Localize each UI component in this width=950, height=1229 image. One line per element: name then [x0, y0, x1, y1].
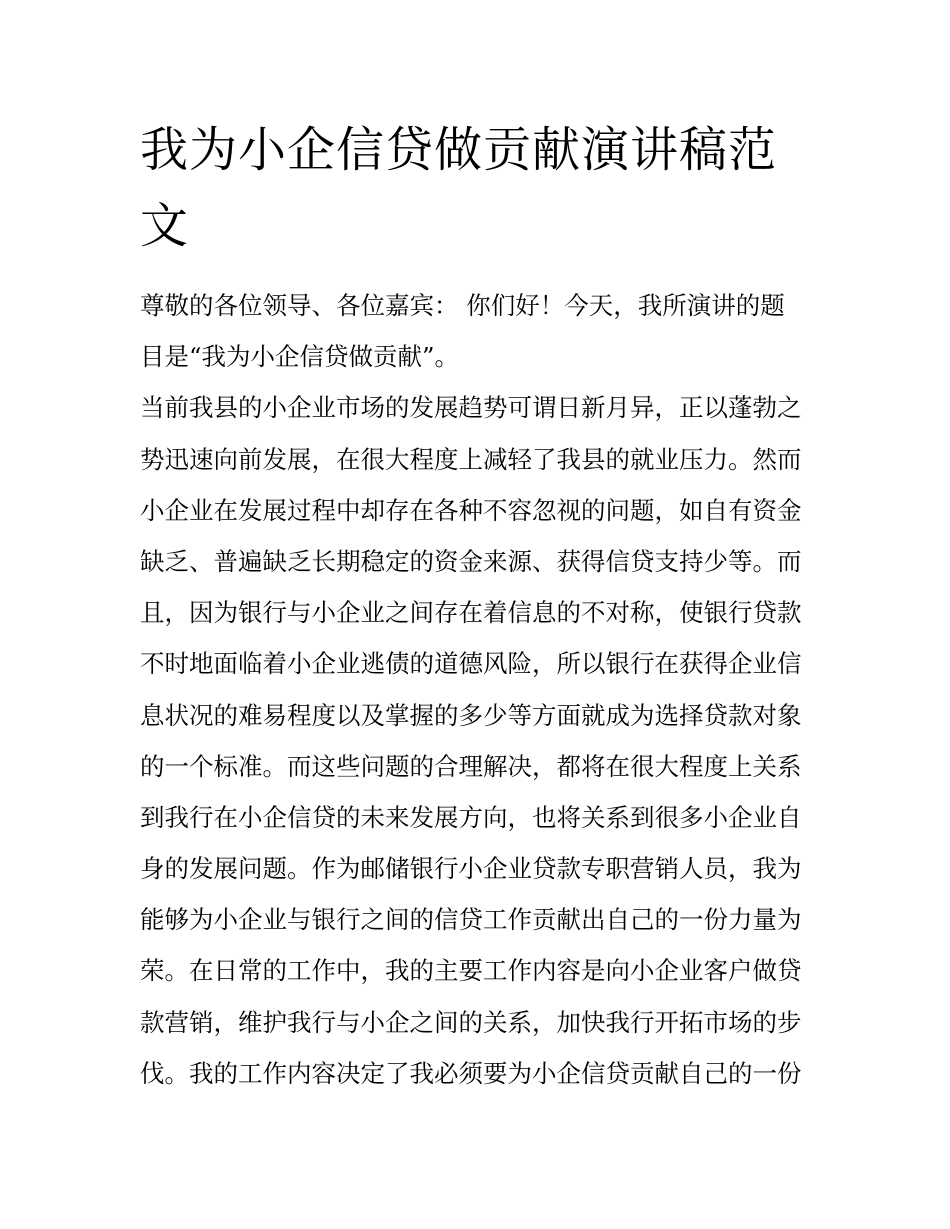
- text-line: 小企业在发展过程中却存在各种不容忽视的问题，如自有资金: [140, 495, 802, 525]
- text-line: 当前我县的小企业市场的发展趋势可谓日新月异，正以蓬勃之: [140, 393, 802, 423]
- paragraph-main: [140, 382, 820, 1099]
- text-line: 息状况的难易程度以及掌握的多少等方面就成为选择贷款对象: [140, 700, 802, 730]
- text-line: 目是“我为小企信贷做贡献”。: [140, 342, 460, 372]
- text-line: 能够为小企业与银行之间的信贷工作贡献出自己的一份力量为: [140, 905, 802, 935]
- text-line: 伐。我的工作内容决定了我必须要为小企信贷贡献自己的一份: [140, 1058, 802, 1088]
- text-line: 身的发展问题。作为邮储银行小企业贷款专职营销人员，我为: [140, 854, 802, 884]
- text-line: 到我行在小企信贷的未来发展方向，也将关系到很多小企业自: [140, 802, 802, 832]
- text-line: 尊敬的各位领导、各位嘉宾： 你们好！今天，我所演讲的题: [140, 291, 785, 320]
- text-line: 且，因为银行与小企业之间存在着信息的不对称，使银行贷款: [140, 598, 802, 628]
- text-line: 势迅速向前发展，在很大程度上减轻了我县的就业压力。然而: [140, 444, 802, 474]
- text-line: 缺乏、普遍缺乏长期稳定的资金来源、获得信贷支持少等。而: [140, 546, 802, 576]
- document-title: 我为小企信贷做贡献演讲稿范文: [140, 122, 778, 254]
- paragraph-greeting: [140, 280, 820, 382]
- document-body: [140, 280, 820, 1099]
- text-line: 款营销，维护我行与小企之间的关系，加快我行开拓市场的步: [140, 1007, 802, 1037]
- text-line: 不时地面临着小企业逃债的道德风险，所以银行在获得企业信: [140, 649, 802, 679]
- text-line: 荣。在日常的工作中，我的主要工作内容是向小企业客户做贷: [140, 956, 802, 986]
- text-line: 的一个标准。而这些问题的合理解决，都将在很大程度上关系: [140, 751, 802, 781]
